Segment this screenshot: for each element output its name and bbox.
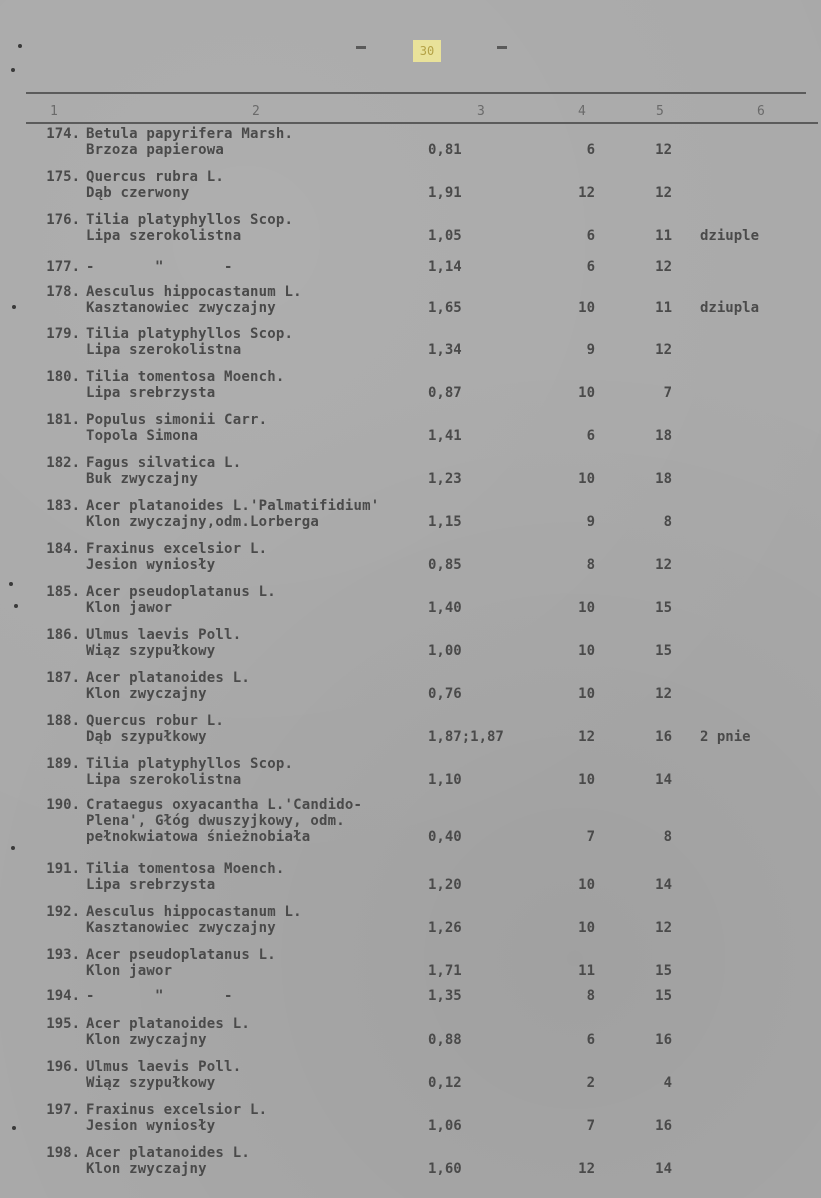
species-name-line: Lipa szerokolistna bbox=[86, 228, 242, 244]
trunk-circumference: 1,40 bbox=[428, 600, 462, 616]
species-name-line: Acer platanoides L. bbox=[86, 1145, 250, 1161]
row-number: 178. bbox=[46, 284, 80, 300]
column-4-value: 2 bbox=[586, 1075, 595, 1091]
column-5-value: 8 bbox=[663, 514, 672, 530]
column-4-value: 12 bbox=[578, 185, 595, 201]
species-name-line: Klon jawor bbox=[86, 600, 173, 616]
trunk-circumference: 1,00 bbox=[428, 643, 462, 659]
column-4-value: 8 bbox=[586, 557, 595, 573]
column-5-value: 12 bbox=[655, 342, 672, 358]
species-name-line: Populus simonii Carr. bbox=[86, 412, 268, 428]
column-header: 5 bbox=[656, 104, 664, 119]
column-4-value: 10 bbox=[578, 920, 595, 936]
species-name-line: Plena', Głóg dwuszyjkowy, odm. bbox=[86, 813, 345, 829]
row-number: 190. bbox=[46, 797, 80, 813]
column-5-value: 18 bbox=[655, 428, 672, 444]
species-name-line: Ulmus laevis Poll. bbox=[86, 1059, 242, 1075]
trunk-circumference: 1,91 bbox=[428, 185, 462, 201]
species-name-line: pełnokwiatowa śnieżnobiała bbox=[86, 829, 311, 845]
species-name-line: Tilia platyphyllos Scop. bbox=[86, 326, 294, 342]
row-number: 198. bbox=[46, 1145, 80, 1161]
trunk-circumference: 1,87;1,87 bbox=[428, 729, 504, 745]
row-number: 188. bbox=[46, 713, 80, 729]
page-number: 30 bbox=[413, 40, 441, 62]
species-name-line: Aesculus hippocastanum L. bbox=[86, 904, 302, 920]
column-5-value: 16 bbox=[655, 729, 672, 745]
column-4-value: 10 bbox=[578, 600, 595, 616]
column-5-value: 4 bbox=[663, 1075, 672, 1091]
species-name-line: Lipa szerokolistna bbox=[86, 772, 242, 788]
trunk-circumference: 0,88 bbox=[428, 1032, 462, 1048]
species-name-line: Lipa srebrzysta bbox=[86, 877, 216, 893]
column-5-value: 12 bbox=[655, 259, 672, 275]
column-header: 4 bbox=[578, 104, 586, 119]
species-name-line: Kasztanowiec zwyczajny bbox=[86, 300, 276, 316]
punch-mark bbox=[12, 1126, 16, 1130]
species-name-line: Acer platanoides L. bbox=[86, 1016, 250, 1032]
row-number: 186. bbox=[46, 627, 80, 643]
species-name-line: - " - bbox=[86, 988, 233, 1004]
column-5-value: 15 bbox=[655, 643, 672, 659]
row-number: 192. bbox=[46, 904, 80, 920]
trunk-circumference: 1,23 bbox=[428, 471, 462, 487]
trunk-circumference: 0,12 bbox=[428, 1075, 462, 1091]
trunk-circumference: 1,71 bbox=[428, 963, 462, 979]
column-5-value: 11 bbox=[655, 228, 672, 244]
species-name-line: Jesion wyniosły bbox=[86, 1118, 216, 1134]
column-5-value: 14 bbox=[655, 1161, 672, 1177]
column-4-value: 10 bbox=[578, 471, 595, 487]
column-header: 3 bbox=[477, 104, 485, 119]
species-name-line: - " - bbox=[86, 259, 233, 275]
column-5-value: 12 bbox=[655, 686, 672, 702]
species-name-line: Jesion wyniosły bbox=[86, 557, 216, 573]
column-5-value: 16 bbox=[655, 1118, 672, 1134]
column-4-value: 6 bbox=[586, 259, 595, 275]
species-name-line: Topola Simona bbox=[86, 428, 199, 444]
species-name-line: Klon zwyczajny bbox=[86, 686, 207, 702]
punch-mark bbox=[18, 44, 22, 48]
species-name-line: Quercus robur L. bbox=[86, 713, 225, 729]
species-name-line: Betula papyrifera Marsh. bbox=[86, 126, 294, 142]
column-5-value: 7 bbox=[663, 385, 672, 401]
species-name-line: Klon zwyczajny bbox=[86, 1161, 207, 1177]
species-name-line: Wiąz szypułkowy bbox=[86, 1075, 216, 1091]
trunk-circumference: 1,26 bbox=[428, 920, 462, 936]
species-name-line: Acer platanoides L. bbox=[86, 670, 250, 686]
species-name-line: Dąb czerwony bbox=[86, 185, 190, 201]
row-number: 195. bbox=[46, 1016, 80, 1032]
header-dash-right bbox=[497, 46, 507, 49]
trunk-circumference: 1,60 bbox=[428, 1161, 462, 1177]
column-4-value: 8 bbox=[586, 988, 595, 1004]
punch-mark bbox=[14, 604, 18, 608]
row-number: 193. bbox=[46, 947, 80, 963]
species-name-line: Buk zwyczajny bbox=[86, 471, 199, 487]
species-name-line: Tilia tomentosa Moench. bbox=[86, 369, 285, 385]
row-number: 187. bbox=[46, 670, 80, 686]
species-name-line: Acer pseudoplatanus L. bbox=[86, 584, 276, 600]
column-4-value: 12 bbox=[578, 729, 595, 745]
trunk-circumference: 1,10 bbox=[428, 772, 462, 788]
column-4-value: 10 bbox=[578, 300, 595, 316]
species-name-line: Crataegus oxyacantha L.'Candido- bbox=[86, 797, 363, 813]
row-number: 191. bbox=[46, 861, 80, 877]
header-dash-left bbox=[356, 46, 366, 49]
column-4-value: 10 bbox=[578, 686, 595, 702]
trunk-circumference: 0,76 bbox=[428, 686, 462, 702]
column-4-value: 10 bbox=[578, 385, 595, 401]
trunk-circumference: 1,65 bbox=[428, 300, 462, 316]
species-name-line: Acer platanoides L.'Palmatifidium' bbox=[86, 498, 380, 514]
trunk-circumference: 0,81 bbox=[428, 142, 462, 158]
species-name-line: Fraxinus excelsior L. bbox=[86, 541, 268, 557]
species-name-line: Klon zwyczajny,odm.Lorberga bbox=[86, 514, 319, 530]
column-5-value: 15 bbox=[655, 600, 672, 616]
row-number: 184. bbox=[46, 541, 80, 557]
species-name-line: Lipa szerokolistna bbox=[86, 342, 242, 358]
trunk-circumference: 1,34 bbox=[428, 342, 462, 358]
trunk-circumference: 1,06 bbox=[428, 1118, 462, 1134]
row-number: 176. bbox=[46, 212, 80, 228]
column-5-value: 14 bbox=[655, 772, 672, 788]
column-5-value: 15 bbox=[655, 988, 672, 1004]
row-number: 174. bbox=[46, 126, 80, 142]
remarks: dziupla bbox=[700, 300, 760, 316]
column-5-value: 12 bbox=[655, 185, 672, 201]
remarks: 2 pnie bbox=[700, 729, 751, 745]
column-5-value: 12 bbox=[655, 920, 672, 936]
row-number: 179. bbox=[46, 326, 80, 342]
species-name-line: Brzoza papierowa bbox=[86, 142, 225, 158]
trunk-circumference: 0,87 bbox=[428, 385, 462, 401]
trunk-circumference: 1,20 bbox=[428, 877, 462, 893]
column-4-value: 11 bbox=[578, 963, 595, 979]
column-4-value: 9 bbox=[586, 514, 595, 530]
trunk-circumference: 1,15 bbox=[428, 514, 462, 530]
column-header: 1 bbox=[50, 104, 58, 119]
species-name-line: Dąb szypułkowy bbox=[86, 729, 207, 745]
species-name-line: Lipa srebrzysta bbox=[86, 385, 216, 401]
punch-mark bbox=[9, 582, 13, 586]
trunk-circumference: 1,35 bbox=[428, 988, 462, 1004]
trunk-circumference: 1,05 bbox=[428, 228, 462, 244]
row-number: 181. bbox=[46, 412, 80, 428]
row-number: 197. bbox=[46, 1102, 80, 1118]
row-number: 185. bbox=[46, 584, 80, 600]
column-4-value: 9 bbox=[586, 342, 595, 358]
column-5-value: 12 bbox=[655, 557, 672, 573]
species-name-line: Aesculus hippocastanum L. bbox=[86, 284, 302, 300]
column-5-value: 14 bbox=[655, 877, 672, 893]
column-5-value: 18 bbox=[655, 471, 672, 487]
punch-mark bbox=[11, 846, 15, 850]
row-number: 177. bbox=[46, 259, 80, 275]
column-4-value: 7 bbox=[586, 829, 595, 845]
row-number: 189. bbox=[46, 756, 80, 772]
table-top-rule bbox=[26, 92, 806, 94]
row-number: 194. bbox=[46, 988, 80, 1004]
species-name-line: Wiąz szypułkowy bbox=[86, 643, 216, 659]
trunk-circumference: 1,41 bbox=[428, 428, 462, 444]
page-header bbox=[0, 40, 821, 70]
species-name-line: Fagus silvatica L. bbox=[86, 455, 242, 471]
column-5-value: 8 bbox=[663, 829, 672, 845]
row-number: 175. bbox=[46, 169, 80, 185]
column-4-value: 6 bbox=[586, 428, 595, 444]
header-bottom-rule bbox=[26, 122, 818, 124]
column-5-value: 11 bbox=[655, 300, 672, 316]
column-5-value: 12 bbox=[655, 142, 672, 158]
row-number: 183. bbox=[46, 498, 80, 514]
row-number: 182. bbox=[46, 455, 80, 471]
trunk-circumference: 1,14 bbox=[428, 259, 462, 275]
species-name-line: Tilia platyphyllos Scop. bbox=[86, 212, 294, 228]
row-number: 196. bbox=[46, 1059, 80, 1075]
remarks: dziuple bbox=[700, 228, 760, 244]
species-name-line: Klon jawor bbox=[86, 963, 173, 979]
trunk-circumference: 0,40 bbox=[428, 829, 462, 845]
column-4-value: 6 bbox=[586, 1032, 595, 1048]
column-5-value: 16 bbox=[655, 1032, 672, 1048]
column-4-value: 7 bbox=[586, 1118, 595, 1134]
column-4-value: 10 bbox=[578, 877, 595, 893]
species-name-line: Fraxinus excelsior L. bbox=[86, 1102, 268, 1118]
column-4-value: 6 bbox=[586, 142, 595, 158]
column-4-value: 10 bbox=[578, 772, 595, 788]
species-name-line: Tilia platyphyllos Scop. bbox=[86, 756, 294, 772]
species-name-line: Quercus rubra L. bbox=[86, 169, 225, 185]
species-name-line: Klon zwyczajny bbox=[86, 1032, 207, 1048]
species-name-line: Kasztanowiec zwyczajny bbox=[86, 920, 276, 936]
species-name-line: Ulmus laevis Poll. bbox=[86, 627, 242, 643]
punch-mark bbox=[11, 68, 15, 72]
column-5-value: 15 bbox=[655, 963, 672, 979]
column-4-value: 12 bbox=[578, 1161, 595, 1177]
punch-mark bbox=[12, 305, 16, 309]
column-header: 2 bbox=[252, 104, 260, 119]
species-name-line: Acer pseudoplatanus L. bbox=[86, 947, 276, 963]
column-4-value: 10 bbox=[578, 643, 595, 659]
column-header: 6 bbox=[757, 104, 765, 119]
column-4-value: 6 bbox=[586, 228, 595, 244]
trunk-circumference: 0,85 bbox=[428, 557, 462, 573]
row-number: 180. bbox=[46, 369, 80, 385]
species-name-line: Tilia tomentosa Moench. bbox=[86, 861, 285, 877]
